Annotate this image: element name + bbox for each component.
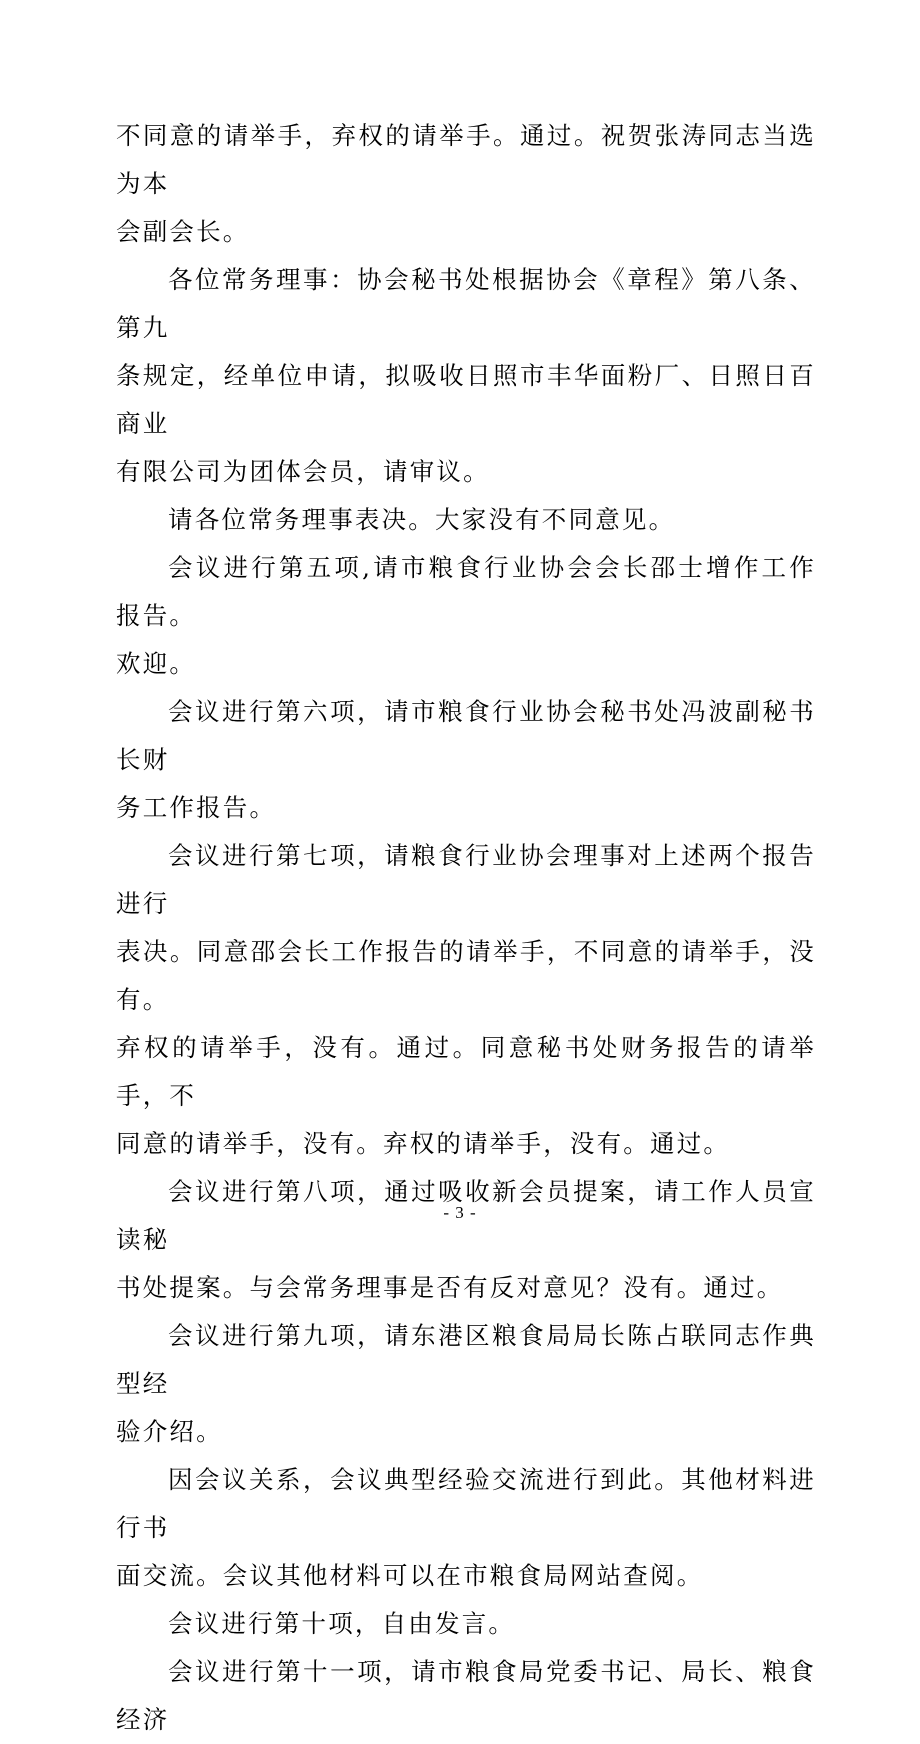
paragraph-line: 书处提案。与会常务理事是否有反对意见？没有。通过。 [116, 1273, 784, 1302]
paragraph-line: 会副会长。 [116, 217, 250, 246]
paragraph-line: 务工作报告。 [116, 793, 277, 822]
paragraph-line: 同意的请举手，没有。弃权的请举手，没有。通过。 [116, 1129, 731, 1158]
paragraph-line: 会议进行第八项，通过吸收新会员提案，请工作人员宣读秘 [116, 1177, 816, 1254]
paragraph-line: 面交流。会议其他材料可以在市粮食局网站查阅。 [116, 1561, 704, 1590]
paragraph-line: 因会议关系，会议典型经验交流进行到此。其他材料进行书 [116, 1465, 816, 1542]
paragraph-line: 不同意的请举手，弃权的请举手。通过。祝贺张涛同志当选为本 [116, 121, 816, 198]
paragraph-line: 欢迎。 [116, 649, 197, 678]
document-body [116, 112, 816, 1744]
paragraph-line: 会议进行第七项，请粮食行业协会理事对上述两个报告进行 [116, 841, 816, 918]
paragraph-line: 会议进行第六项，请市粮食行业协会秘书处冯波副秘书长财 [116, 697, 816, 774]
paragraph-line: 会议进行第九项，请东港区粮食局局长陈占联同志作典型经 [116, 1321, 816, 1398]
paragraph-line: 会议进行第五项,请市粮食行业协会会长邵士增作工作报告。 [116, 553, 816, 630]
paragraph-line: 有限公司为团体会员，请审议。 [116, 457, 490, 486]
page-number: - 3 - [443, 1203, 477, 1222]
paragraph-line: 弃权的请举手，没有。通过。同意秘书处财务报告的请举手，不 [116, 1033, 816, 1110]
paragraph-line: 请各位常务理事表决。大家没有不同意见。 [168, 505, 676, 534]
paragraph-line: 条规定，经单位申请，拟吸收日照市丰华面粉厂、日照日百商业 [116, 361, 816, 438]
paragraph-line: 会议进行第十项，自由发言。 [168, 1609, 516, 1638]
paragraph-line: 验介绍。 [116, 1417, 223, 1446]
paragraph-line: 各位常务理事：协会秘书处根据协会《章程》第八条、第九 [116, 265, 816, 342]
paragraph-line: 表决。同意邵会长工作报告的请举手，不同意的请举手，没有。 [116, 937, 816, 1014]
paragraph-line: 会议进行第十一项，请市粮食局党委书记、局长、粮食经济 [116, 1657, 816, 1734]
